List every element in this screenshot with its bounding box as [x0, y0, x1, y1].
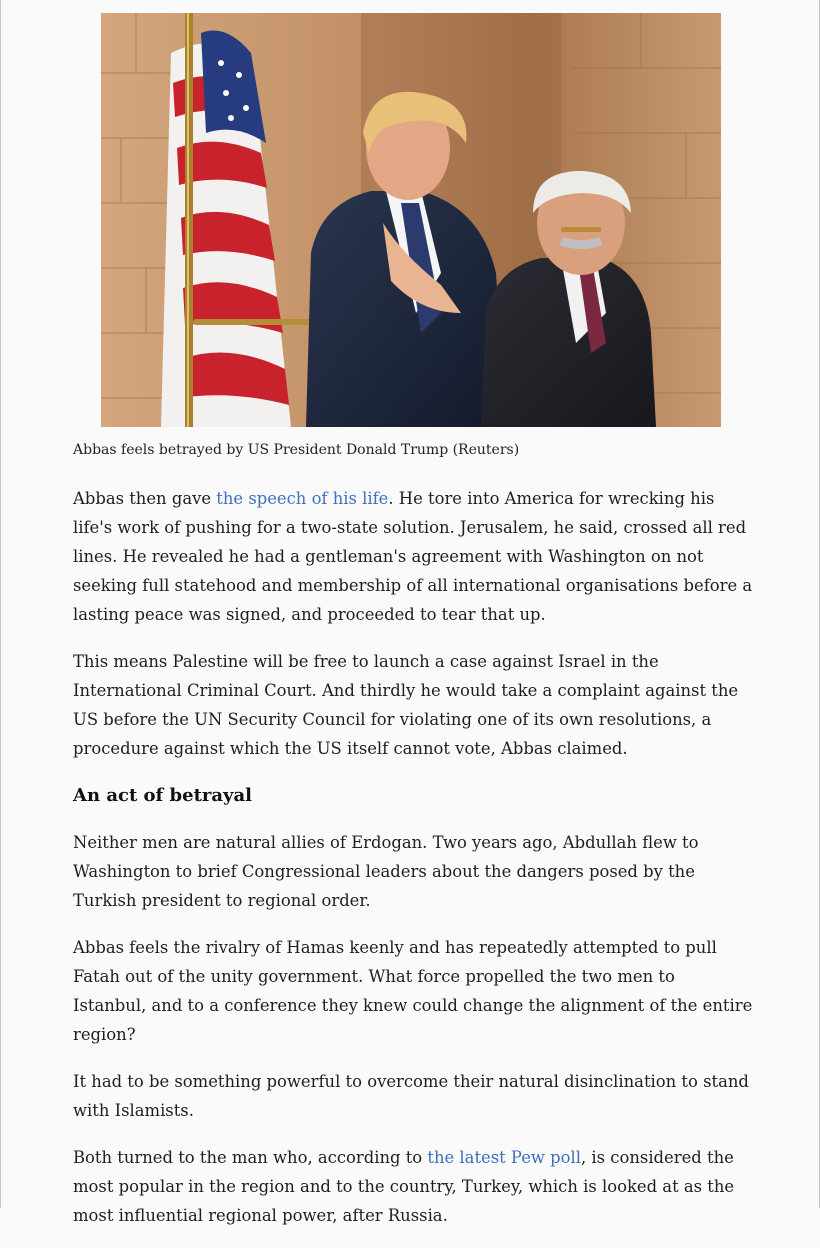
pew-poll-link[interactable]: the latest Pew poll: [427, 1148, 582, 1167]
article-body: [73, 484, 753, 1248]
paragraph-4: Abbas feels the rivalry of Hamas keenly and has repeatedly attempted to pull Fatah out of the unity government. What force propelled the two men to Istanbul, and to a conference they knew could change the alignment of the entire region?: [73, 938, 753, 1044]
paragraph-3: Neither men are natural allies of Erdogan. Two years ago, Abdullah flew to Washington to brief Congressional leaders about the dangers posed by the Turkish president to regional order.: [73, 833, 699, 910]
paragraph-2: This means Palestine will be free to launch a case against Israel in the International Criminal Court. And thirdly he would take a complaint against the US before the UN Security Council for violating one of its own resolutions, a procedure against which the US itself cannot vote, Abbas claimed.: [73, 652, 739, 758]
paragraph-6-text-start: Both turned to the man who, according to: [73, 1148, 428, 1167]
paragraph-1-text-end: . He tore into America for wrecking his life's work of pushing for a two-state solution. Jerusalem, he said, crossed all red lines. He revealed he had a gentleman's agreement with Washington on not seeking full statehood and membership of all international organisations before a lasting peace was signed, and proceeded to tear that up.: [73, 489, 753, 624]
speech-link[interactable]: the speech of his life: [216, 489, 389, 508]
paragraph-1: [73, 484, 753, 629]
paragraph-5: It had to be something powerful to overcome their natural disinclination to stand with Islamists.: [73, 1072, 749, 1120]
paragraph-1-text-start: Abbas then gave: [73, 489, 217, 508]
section-heading: An act of betrayal: [73, 785, 252, 806]
photo-caption: Abbas feels betrayed by US President Donald Trump (Reuters): [73, 442, 520, 458]
paragraph-6: [73, 1143, 753, 1230]
paragraph-6-text-end: , is considered the most popular in the region and to the country, Turkey, which is looked at as the most influential regional power, after Russia.: [73, 1148, 735, 1225]
article-photo: [101, 13, 721, 427]
